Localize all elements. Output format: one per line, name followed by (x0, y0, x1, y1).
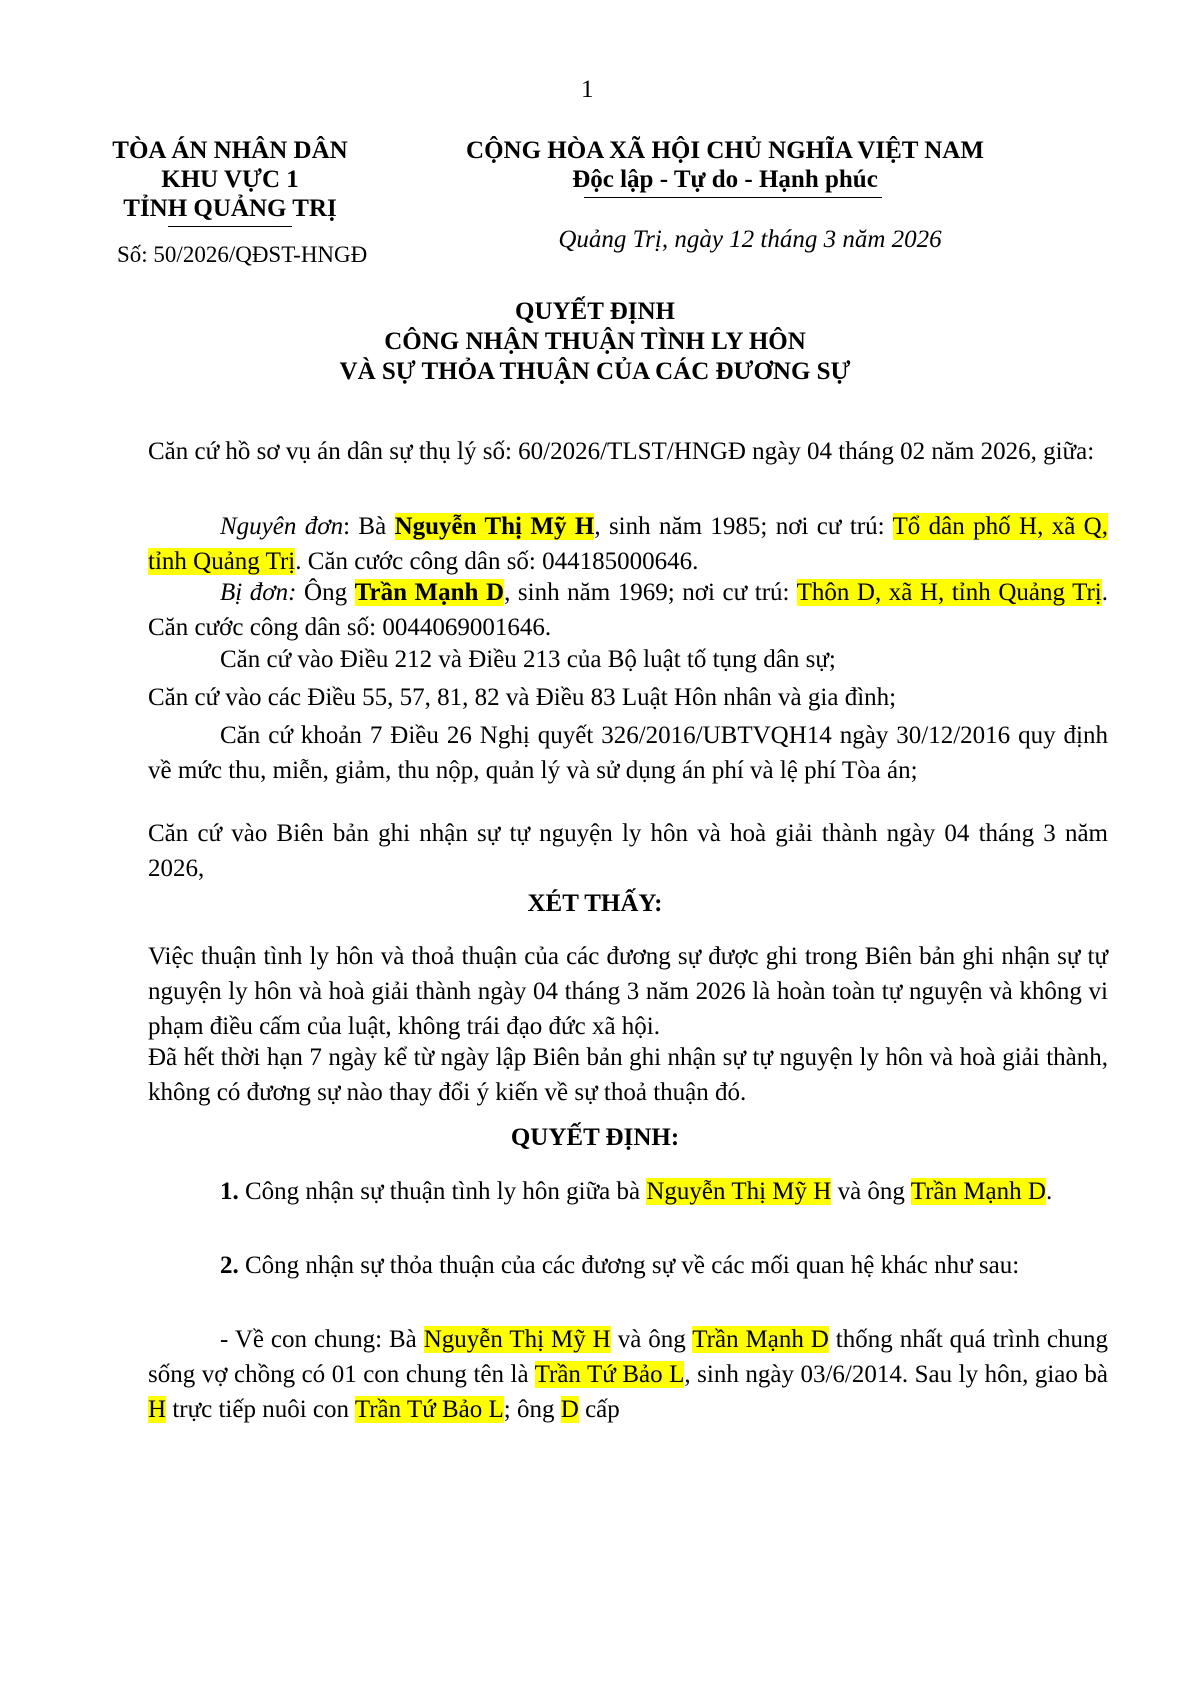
title-line-3: VÀ SỰ THỎA THUẬN CỦA CÁC ĐƯƠNG SỰ (339, 358, 851, 385)
decision-item-2: 2. Công nhận sự thỏa thuận của các đương sự về các mối quan hệ khác như sau: (220, 1252, 1020, 1279)
basis-civil-procedure: Căn cứ vào Điều 212 và Điều 213 của Bộ luật tố tụng dân sự; (220, 646, 836, 673)
national-name: CỘNG HÒA XÃ HỘI CHỦ NGHĨA VIỆT NAM (466, 137, 984, 164)
child-name-2: Trần Tứ Bảo L (354, 1396, 504, 1423)
right-header-rule (584, 197, 882, 198)
decision-heading: QUYẾT ĐỊNH: (510, 1124, 680, 1151)
basis-case-file: Căn cứ hồ sơ vụ án dân sự thụ lý số: 60/2026/TLST/HNGĐ ngày 04 tháng 02 năm 2026, giữa: (148, 438, 1095, 465)
findings-paragraph-1: Việc thuận tình ly hôn và thoả thuận của các đương sự được ghi trong Biên bản ghi nhận sự tự nguyện ly hôn và hoà giải thành ngày 04 tháng 3 năm 2026 là hoàn toàn tự nguyện và không vi phạm điều cấm của luật, không trái đạo đức xã hội. (148, 943, 1108, 1040)
defendant-name: Trần Mạnh D (354, 579, 505, 606)
defendant-paragraph: Bị đơn: Ông Trần Mạnh D, sinh năm 1969; nơi cư trú: Thôn D, xã H, tỉnh Quảng Trị. Căn cước công dân số: 0044069001646. (148, 579, 1108, 641)
national-motto: Độc lập - Tự do - Hạnh phúc (572, 166, 878, 193)
defendant-address: Thôn D, xã H, tỉnh Quảng Trị (796, 579, 1102, 606)
plaintiff-paragraph: Nguyên đơn: Bà Nguyễn Thị Mỹ H, sinh năm 1985; nơi cư trú: Tổ dân phố H, xã Q, tỉnh Quảng Trị. Căn cước công dân số: 044185000646. (148, 513, 1108, 575)
children-wife-name: Nguyễn Thị Mỹ H (423, 1326, 611, 1353)
defendant-label: Bị đơn: (220, 579, 297, 606)
plaintiff-address: Tổ dân phố H, xã Q, tỉnh Quảng Trị (148, 513, 1108, 575)
document-number: Số: 50/2026/QĐST-HNGĐ (117, 242, 368, 267)
children-paragraph: - Về con chung: Bà Nguyễn Thị Mỹ H và ông Trần Mạnh D thống nhất quá trình chung sống vợ chồng có 01 con chung tên là Trần Tứ Bảo L, sinh ngày 03/6/2014. Sau ly hôn, giao bà H trực tiếp nuôi con Trần Tứ Bảo L; ông D cấp (148, 1326, 1109, 1423)
support-payer-name: D (560, 1396, 579, 1423)
basis-resolution: Căn cứ khoản 7 Điều 26 Nghị quyết 326/2016/UBTVQH14 ngày 30/12/2016 quy định về mức thu, miễn, giảm, thu nộp, quản lý và sử dụng án phí và lệ phí Tòa án; (148, 722, 1108, 784)
court-province: TỈNH QUẢNG TRỊ (123, 195, 337, 222)
custodian-name: H (148, 1396, 167, 1423)
court-region: KHU VỰC 1 (161, 166, 299, 193)
decision-item-1-wife: Nguyễn Thị Mỹ H (646, 1178, 832, 1205)
plaintiff-name: Nguyễn Thị Mỹ H (394, 513, 595, 540)
findings-heading: XÉT THẤY: (527, 890, 663, 917)
page-number: 1 (581, 76, 594, 103)
title-line-1: QUYẾT ĐỊNH (515, 298, 675, 325)
decision-item-1-husband: Trần Mạnh D (910, 1178, 1046, 1205)
children-husband-name: Trần Mạnh D (692, 1326, 829, 1353)
findings-paragraph-2: Đã hết thời hạn 7 ngày kể từ ngày lập Biên bản ghi nhận sự tự nguyện ly hôn và hoà giải thành, không có đương sự nào thay đổi ý kiến về sự thoả thuận đó. (148, 1044, 1108, 1106)
decision-item-1: 1. Công nhận sự thuận tình ly hôn giữa bà Nguyễn Thị Mỹ H và ông Trần Mạnh D. (220, 1178, 1053, 1205)
court-name: TÒA ÁN NHÂN DÂN (112, 137, 348, 164)
basis-record: Căn cứ vào Biên bản ghi nhận sự tự nguyện ly hôn và hoà giải thành ngày 04 tháng 3 năm 2026, (148, 820, 1108, 882)
document-date: Quảng Trị, ngày 12 tháng 3 năm 2026 (558, 226, 942, 253)
left-header-rule (168, 226, 292, 227)
plaintiff-label: Nguyên đơn (220, 513, 344, 540)
child-name: Trần Tứ Bảo L (534, 1361, 685, 1388)
basis-family-law: Căn cứ vào các Điều 55, 57, 81, 82 và Điều 83 Luật Hôn nhân và gia đình; (148, 684, 897, 711)
title-line-2: CÔNG NHẬN THUẬN TÌNH LY HÔN (384, 328, 806, 355)
